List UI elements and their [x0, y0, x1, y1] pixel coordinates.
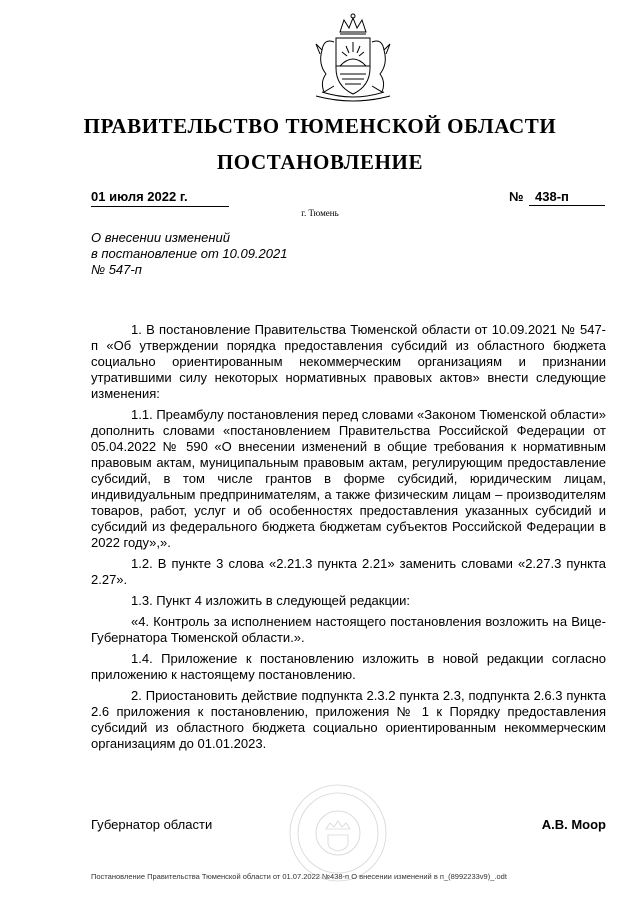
coat-of-arms-icon — [302, 12, 404, 106]
subject-line: О внесении изменений — [91, 230, 230, 245]
paragraph: «4. Контроль за исполнением настоящего постановления возложить на Вице-Губернатора Тюменской области.». — [91, 614, 606, 645]
paragraph: 2. Приостановить действие подпункта 2.3.2 пункта 2.3, подпункта 2.6.3 пункта 2.6 приложения к постановлению, приложения № 1 к Порядку предоставления субсидий из областного бюджета социально ориентированным некоммерческим организациям до 01.01.2023. — [91, 688, 606, 751]
subject-line: в постановление от 10.09.2021 — [91, 246, 288, 261]
paragraph: 1. В постановление Правительства Тюменской области от 10.09.2021 № 547-п «Об утверждении порядка предоставления субсидий из областного бюджета социально ориентированным некоммерческим организациям и признании утратившими силу некоторых нормативных правовых актов» внести следующие изменения: — [91, 322, 606, 401]
signatory-name: А.В. Моор — [541, 817, 606, 832]
paragraph: 1.2. В пункте 3 слова «2.21.3 пункта 2.21» заменить словами «2.27.3 пункта 2.27». — [91, 556, 606, 587]
paragraph: 1.4. Приложение к постановлению изложить в новой редакции согласно приложению к настоящему постановлению. — [91, 651, 606, 682]
paragraph: 1.3. Пункт 4 изложить в следующей редакции: — [131, 593, 411, 608]
city-label: г. Тюмень — [301, 208, 339, 218]
document-type: ПОСТАНОВЛЕНИЕ — [216, 150, 424, 174]
document-body — [91, 322, 606, 757]
government-title: ПРАВИТЕЛЬСТВО ТЮМЕНСКОЙ ОБЛАСТИ — [83, 114, 557, 138]
document-number — [509, 189, 605, 206]
paragraph: 1.1. Преамбулу постановления перед словами «Законом Тюменской области» дополнить словами «постановлением Правительства Российской Федерации от 05.04.2022 № 590 «О внесении изменений в общие требования к нормативным правовым актам, муниципальным правовым актам, регулирующим предоставление субсидий, в том числе грантов в форме субсидий, юридическим лицам, индивидуальным предпринимателям, а также физическим лицам – производителям товаров, работ, услуг и об особенностях предоставления указанных субсидий и субсидий из федерального бюджета бюджетам субъектов Российской Федерации в 2022 году»,». — [91, 407, 606, 550]
document-date: 01 июля 2022 г. — [91, 189, 229, 207]
signatory-position: Губернатор области — [91, 817, 213, 832]
footer-file-reference: Постановление Правительства Тюменской области от 01.07.2022 №438-п О внесении изменений в п_(8992233v9)_.odt — [91, 872, 507, 881]
number-value: 438-п — [529, 189, 605, 206]
number-sign: № — [509, 189, 524, 204]
official-seal-icon — [288, 783, 388, 883]
subject-block — [91, 230, 287, 278]
subject-line: № 547-п — [91, 262, 142, 277]
